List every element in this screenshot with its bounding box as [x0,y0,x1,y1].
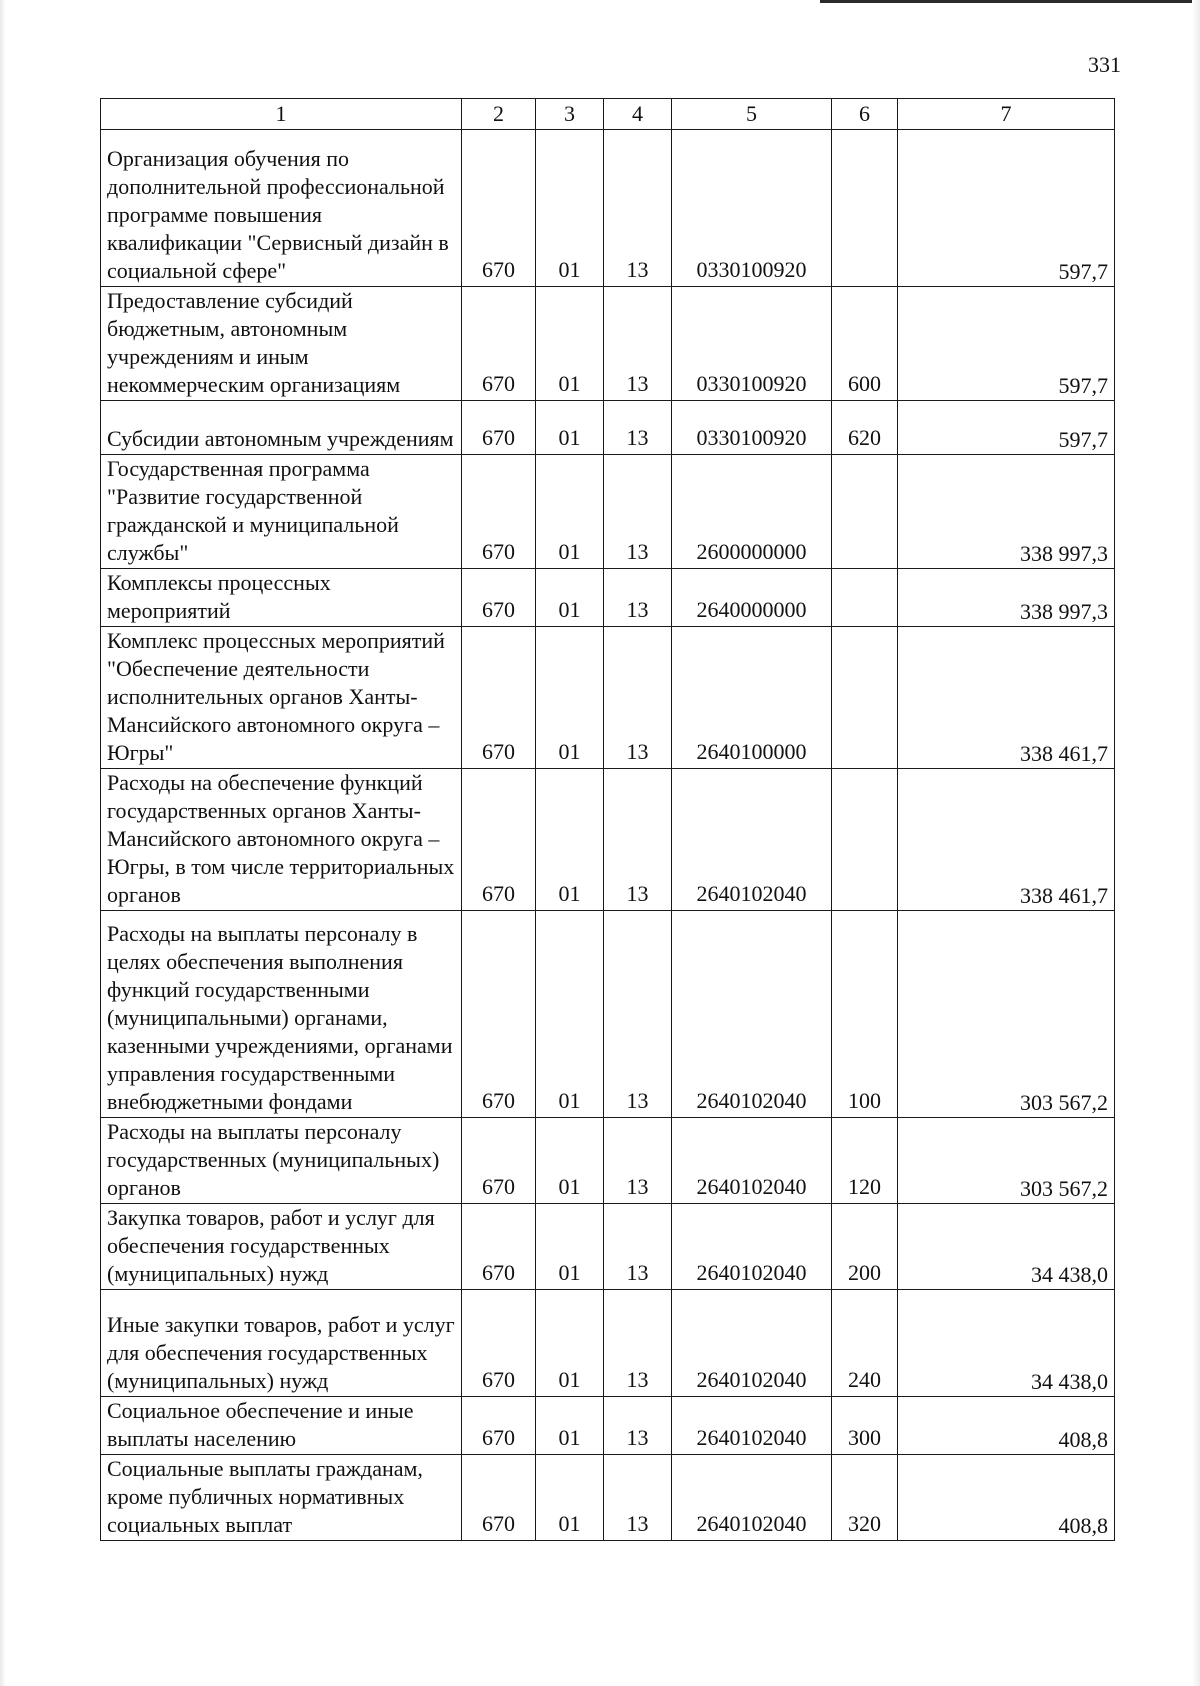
col7-sum-cell: 597,7 [898,401,1115,455]
col4-cell: 13 [604,1455,672,1541]
col3-cell: 01 [536,287,604,401]
row-name-cell: Расходы на обеспечение функций государственных органов Ханты-Мансийского автономного округа – Югры, в том числе территориальных органов [101,769,462,911]
row-name-cell: Социальные выплаты гражданам, кроме публичных нормативных социальных выплат [101,1455,462,1541]
col6-cell [832,769,898,911]
table-row [101,569,1115,627]
col4-cell: 13 [604,1204,672,1290]
col7-sum-cell: 34 438,0 [898,1290,1115,1397]
col4-cell: 13 [604,1118,672,1204]
budget-table [100,98,1115,1541]
col4-cell: 13 [604,627,672,769]
col6-cell [832,455,898,569]
col3-cell: 01 [536,1204,604,1290]
col5-cell: 2640102040 [672,1397,832,1455]
page-number: 331 [1088,52,1121,77]
col7-sum-cell: 597,7 [898,287,1115,401]
row-name-cell: Комплексы процессных мероприятий [101,569,462,627]
col3-cell: 01 [536,911,604,1118]
col2-cell: 670 [462,911,536,1118]
col5-cell: 0330100920 [672,401,832,455]
col3-cell: 01 [536,130,604,287]
row-name-cell: Государственная программа "Развитие государственной гражданской и муниципальной службы" [101,455,462,569]
col7-sum-cell: 597,7 [898,130,1115,287]
col5-cell: 2640102040 [672,911,832,1118]
col5-cell: 2640102040 [672,1118,832,1204]
row-name-cell: Иные закупки товаров, работ и услуг для обеспечения государственных (муниципальных) нужд [101,1290,462,1397]
col4-cell: 13 [604,401,672,455]
col7-sum-cell: 408,8 [898,1455,1115,1541]
col2-cell: 670 [462,455,536,569]
table-row [101,627,1115,769]
col2-cell: 670 [462,287,536,401]
col2-cell: 670 [462,1397,536,1455]
table-row [101,1455,1115,1541]
col5-cell: 2640102040 [672,1455,832,1541]
table-row [101,911,1115,1118]
table-row [101,1204,1115,1290]
col5-cell: 2600000000 [672,455,832,569]
table-row [101,401,1115,455]
row-name-cell: Организация обучения по дополнительной профессиональной программе повышения квалификации "Сервисный дизайн в социальной сфере" [101,130,462,287]
col7-sum-cell: 303 567,2 [898,911,1115,1118]
header-cell: 2 [462,99,536,130]
col6-cell: 600 [832,287,898,401]
col6-cell: 320 [832,1455,898,1541]
row-name-cell: Социальное обеспечение и иные выплаты населению [101,1397,462,1455]
col7-sum-cell: 338 461,7 [898,769,1115,911]
col6-cell: 620 [832,401,898,455]
col2-cell: 670 [462,1290,536,1397]
col5-cell: 2640000000 [672,569,832,627]
col6-cell [832,627,898,769]
col2-cell: 670 [462,569,536,627]
header-cell: 6 [832,99,898,130]
scan-edge-top [820,0,1200,3]
col7-sum-cell: 34 438,0 [898,1204,1115,1290]
row-name-cell: Расходы на выплаты персоналу в целях обеспечения выполнения функций государственными (муниципальными) органами, казенными учреждениями, органами управления государственными внебюджетными фондами [101,911,462,1118]
col5-cell: 2640100000 [672,627,832,769]
col4-cell: 13 [604,911,672,1118]
col4-cell: 13 [604,1397,672,1455]
col4-cell: 13 [604,455,672,569]
col3-cell: 01 [536,569,604,627]
col2-cell: 670 [462,1204,536,1290]
scan-edge-right [1192,0,1200,1686]
col7-sum-cell: 338 461,7 [898,627,1115,769]
table-row [101,455,1115,569]
col7-sum-cell: 408,8 [898,1397,1115,1455]
col2-cell: 670 [462,401,536,455]
col7-sum-cell: 338 997,3 [898,455,1115,569]
row-name-cell: Субсидии автономным учреждениям [101,401,462,455]
col4-cell: 13 [604,569,672,627]
row-name-cell: Предоставление субсидий бюджетным, автономным учреждениям и иным некоммерческим организациям [101,287,462,401]
col3-cell: 01 [536,1455,604,1541]
col6-cell [832,130,898,287]
table-row [101,287,1115,401]
col2-cell: 670 [462,627,536,769]
col4-cell: 13 [604,1290,672,1397]
col2-cell: 670 [462,769,536,911]
col3-cell: 01 [536,1397,604,1455]
col5-cell: 2640102040 [672,769,832,911]
table-row [101,769,1115,911]
col3-cell: 01 [536,769,604,911]
col6-cell: 100 [832,911,898,1118]
col5-cell: 0330100920 [672,287,832,401]
col6-cell: 200 [832,1204,898,1290]
col3-cell: 01 [536,1118,604,1204]
col6-cell: 120 [832,1118,898,1204]
col7-sum-cell: 303 567,2 [898,1118,1115,1204]
header-row [101,99,1115,130]
col2-cell: 670 [462,130,536,287]
col2-cell: 670 [462,1118,536,1204]
col3-cell: 01 [536,1290,604,1397]
col5-cell: 2640102040 [672,1204,832,1290]
row-name-cell: Комплекс процессных мероприятий "Обеспечение деятельности исполнительных органов Ханты-Мансийского автономного округа – Югры" [101,627,462,769]
row-name-cell: Закупка товаров, работ и услуг для обеспечения государственных (муниципальных) нужд [101,1204,462,1290]
col6-cell [832,569,898,627]
header-cell: 5 [672,99,832,130]
col6-cell: 300 [832,1397,898,1455]
col4-cell: 13 [604,769,672,911]
header-cell: 4 [604,99,672,130]
row-name-cell: Расходы на выплаты персоналу государственных (муниципальных) органов [101,1118,462,1204]
col4-cell: 13 [604,130,672,287]
col2-cell: 670 [462,1455,536,1541]
col3-cell: 01 [536,401,604,455]
table-row [101,1118,1115,1204]
scan-edge-left [0,0,6,1686]
table-row [101,130,1115,287]
col5-cell: 2640102040 [672,1290,832,1397]
header-cell: 1 [101,99,462,130]
col5-cell: 0330100920 [672,130,832,287]
col3-cell: 01 [536,627,604,769]
table-row [101,1290,1115,1397]
header-cell: 3 [536,99,604,130]
col6-cell: 240 [832,1290,898,1397]
col3-cell: 01 [536,455,604,569]
col7-sum-cell: 338 997,3 [898,569,1115,627]
header-cell: 7 [898,99,1115,130]
col4-cell: 13 [604,287,672,401]
table-row [101,1397,1115,1455]
